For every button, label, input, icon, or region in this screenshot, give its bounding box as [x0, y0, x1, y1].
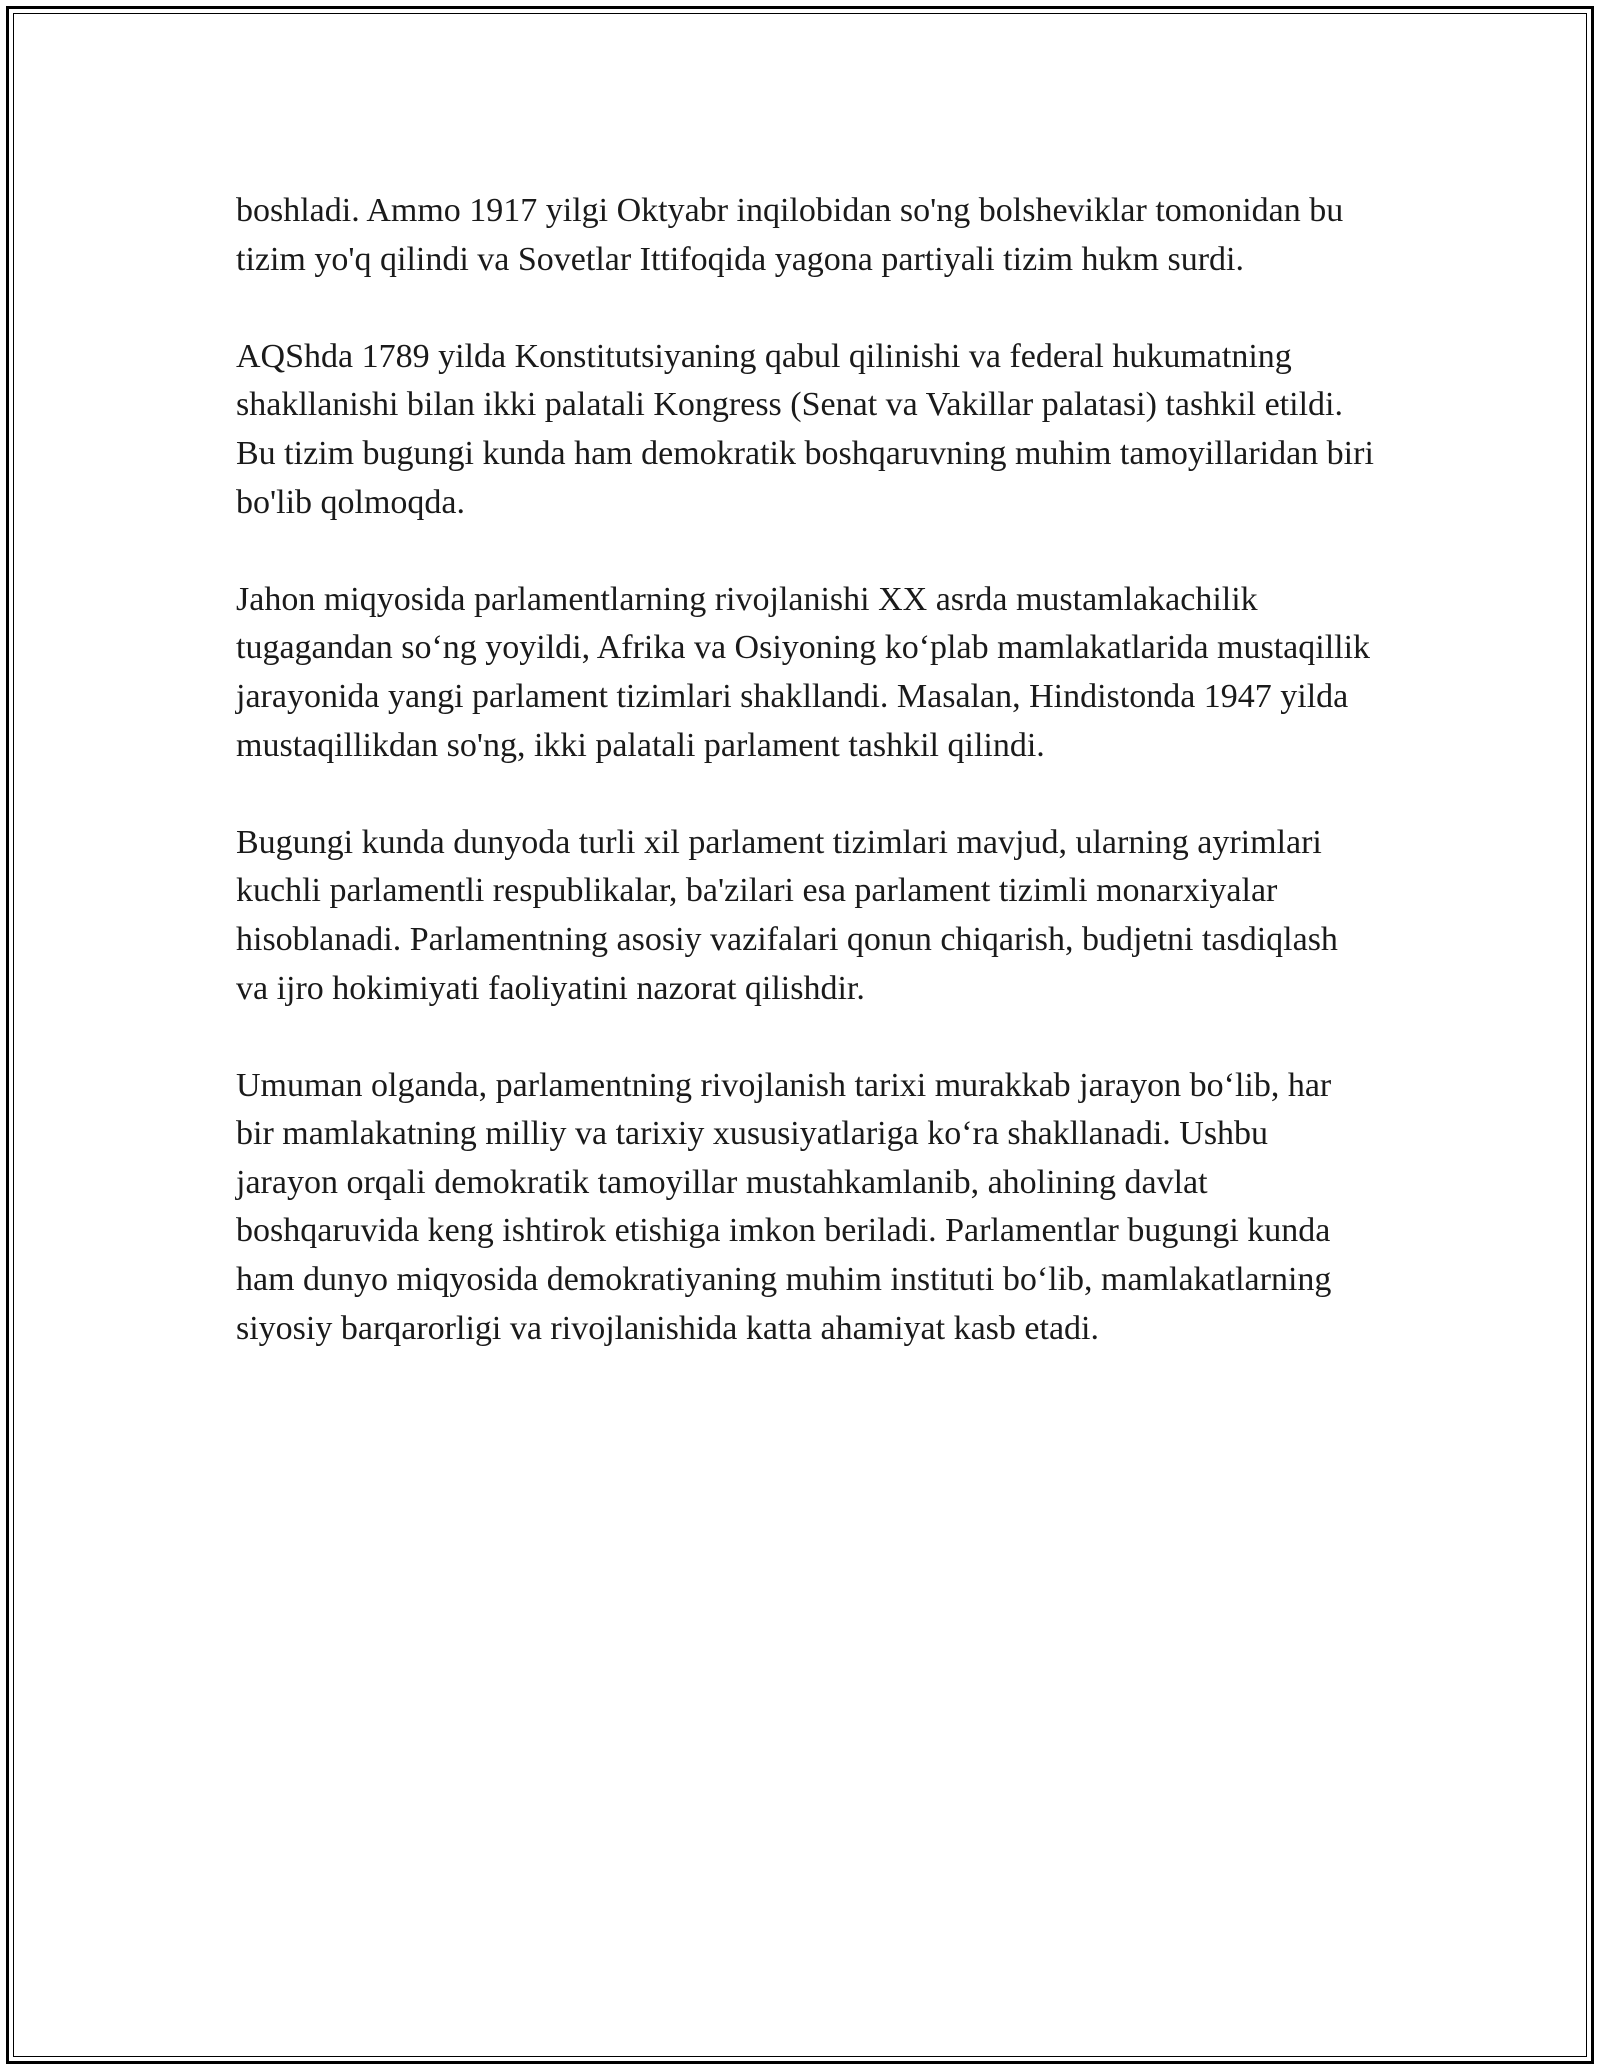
- paragraph-conclusion: Umuman olganda, parlamentning rivojlanish tarixi murakkab jarayon bo‘lib, har bir mamlakatning milliy va tarixiy xususiyatlariga ko‘ra shakllanadi. Ushbu jarayon orqali demokratik tamoyillar mustahkamlanib, aholining davlat boshqaruvida keng ishtirok etishiga imkon beriladi. Parlamentlar bugungi kunda ham dunyo miqyosida demokratiyaning muhim instituti bo‘lib, mamlakatlarning siyosiy barqarorligi va rivojlanishida katta ahamiyat kasb etadi.: [236, 1066, 1332, 1347]
- document-body: [236, 187, 1376, 1402]
- paragraph-world-parliaments: Jahon miqyosida parlamentlarning rivojlanishi XX asrda mustamlakachilik tugagandan so‘ng yoyildi, Afrika va Osiyoning ko‘plab mamlakatlarida mustaqillik jarayonida yangi parlament tizimlari shakllandi. Masalan, Hindistonda 1947 yilda mustaqillikdan so'ng, ikki palatali parlament tashkil qilindi.: [236, 580, 1371, 764]
- paragraph-modern-systems: Bugungi kunda dunyoda turli xil parlament tizimlari mavjud, ularning ayrimlari kuchli parlamentli respublikalar, ba'zilari esa parlament tizimli monarxiyalar hisoblanadi. Parlamentning asosiy vazifalari qonun chiqarish, budjetni tasdiqlash va ijro hokimiyati faoliyatini nazorat qilishdir.: [236, 823, 1338, 1007]
- paragraph-bolsheviks: boshladi. Ammo 1917 yilgi Oktyabr inqilobidan so'ng bolsheviklar tomonidan bu tizim yo'q qilindi va Sovetlar Ittifoqida yagona partiyali tizim hukm surdi.: [236, 192, 1344, 278]
- paragraph-usa-congress: AQShda 1789 yilda Konstitutsiyaning qabul qilinishi va federal hukumatning shakllanishi bilan ikki palatali Kongress (Senat va Vakillar palatasi) tashkil etildi. Bu tizim bugungi kunda ham demokratik boshqaruvning muhim tamoyillaridan biri bo'lib qolmoqda.: [236, 337, 1374, 521]
